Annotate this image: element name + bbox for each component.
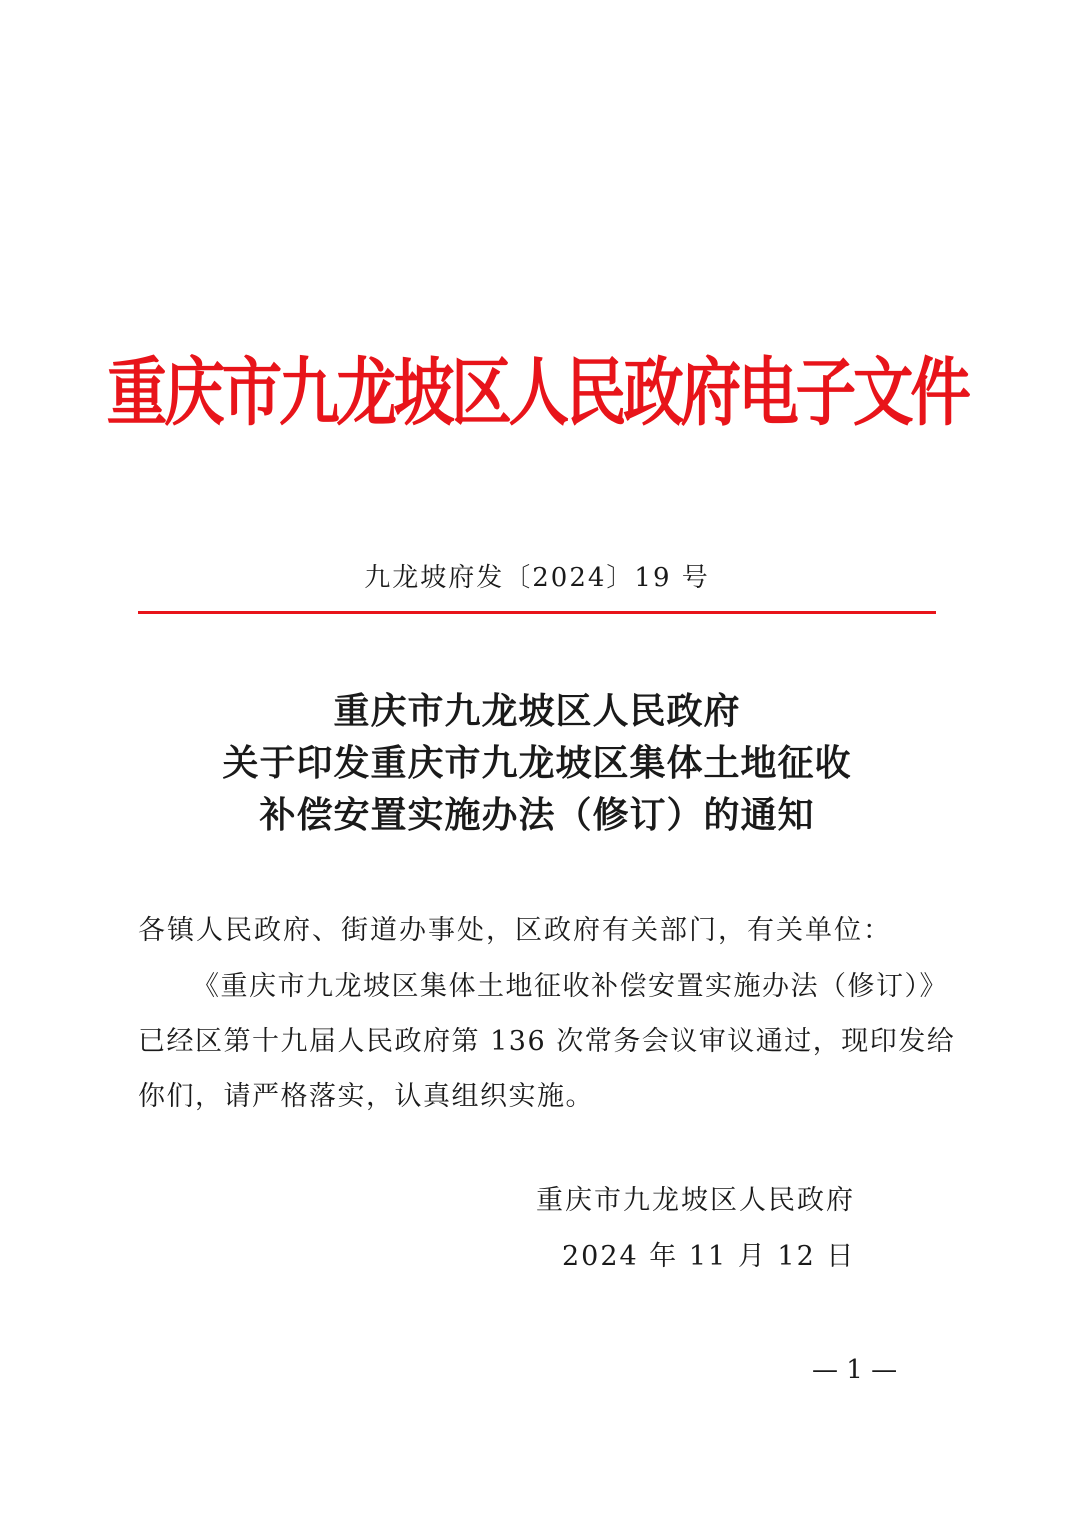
salutation: 各镇人民政府、街道办事处，区政府有关部门，有关单位： xyxy=(138,915,892,946)
title-line: 重庆市九龙坡区人民政府 xyxy=(333,691,741,732)
title-line: 补偿安置实施办法（修订）的通知 xyxy=(259,795,815,836)
page-number: — 1 — xyxy=(812,1355,898,1385)
red-divider-line xyxy=(138,611,936,614)
title-line: 关于印发重庆市九龙坡区集体土地征收 xyxy=(222,743,852,784)
document-header-title: 重庆市九龙坡区人民政府电子文件 xyxy=(106,350,968,436)
body-line: 已经区第十九届人民政府第 136 次常务会议审议通过，现印发给 xyxy=(138,1026,956,1057)
body-line: 《重庆市九龙坡区集体土地征收补偿安置实施办法（修订）》 xyxy=(192,971,948,1002)
signer-name: 重庆市九龙坡区人民政府 xyxy=(536,1185,855,1216)
body-line: 你们，请严格落实，认真组织实施。 xyxy=(138,1081,594,1112)
document-number: 九龙坡府发〔2024〕19 号 xyxy=(364,563,710,593)
body-paragraph xyxy=(138,966,956,1131)
signing-date: 2024 年 11 月 12 日 xyxy=(562,1241,856,1272)
document-title xyxy=(0,686,1074,842)
